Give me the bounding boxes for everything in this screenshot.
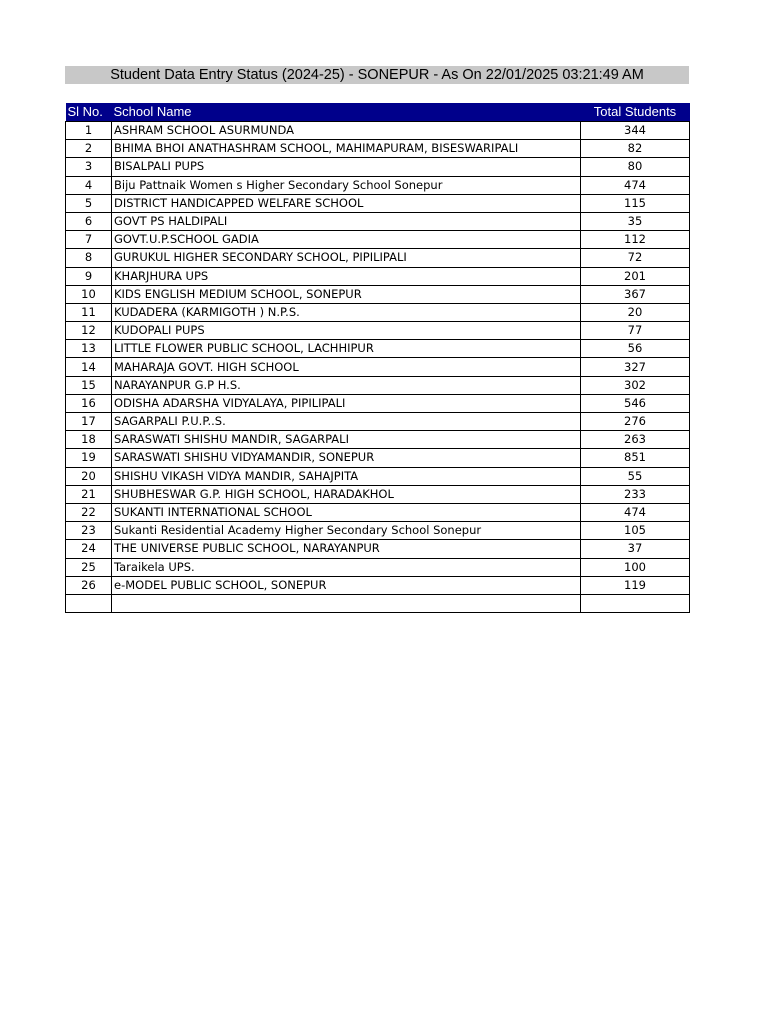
school-name-cell: KIDS ENGLISH MEDIUM SCHOOL, SONEPUR (112, 285, 581, 303)
total-students-cell: 851 (581, 449, 690, 467)
sl-cell: 22 (66, 503, 112, 521)
total-students-cell: 233 (581, 485, 690, 503)
table-row (66, 522, 690, 540)
table-row (66, 376, 690, 394)
school-name-cell: GOVT PS HALDIPALI (112, 212, 581, 230)
total-students-cell: 201 (581, 267, 690, 285)
school-name-cell: ODISHA ADARSHA VIDYALAYA, PIPILIPALI (112, 394, 581, 412)
table-row (66, 431, 690, 449)
table-row (66, 467, 690, 485)
sl-cell: 19 (66, 449, 112, 467)
sl-cell: 7 (66, 231, 112, 249)
sl-cell: 8 (66, 249, 112, 267)
sl-cell: 24 (66, 540, 112, 558)
table-row (66, 449, 690, 467)
total-students-cell: 55 (581, 467, 690, 485)
header-school-name: School Name (112, 103, 581, 122)
total-students-cell: 119 (581, 576, 690, 594)
table-row (66, 340, 690, 358)
school-name-cell: SARASWATI SHISHU MANDIR, SAGARPALI (112, 431, 581, 449)
sl-cell: 18 (66, 431, 112, 449)
table-row (66, 267, 690, 285)
total-students-cell: 105 (581, 522, 690, 540)
total-students-cell: 344 (581, 122, 690, 140)
total-students-cell: 367 (581, 285, 690, 303)
table-row (66, 285, 690, 303)
sl-cell: 17 (66, 413, 112, 431)
total-students-cell: 80 (581, 158, 690, 176)
school-name-cell: ASHRAM SCHOOL ASURMUNDA (112, 122, 581, 140)
school-name-cell: KUDADERA (KARMIGOTH ) N.P.S. (112, 303, 581, 321)
sl-cell: 12 (66, 322, 112, 340)
table-row (66, 303, 690, 321)
total-students-cell (581, 594, 690, 612)
school-name-cell: THE UNIVERSE PUBLIC SCHOOL, NARAYANPUR (112, 540, 581, 558)
school-name-cell (112, 594, 581, 612)
school-name-cell: Biju Pattnaik Women s Higher Secondary School Sonepur (112, 176, 581, 194)
school-name-cell: GOVT.U.P.SCHOOL GADIA (112, 231, 581, 249)
table-row (66, 558, 690, 576)
student-count-table (65, 103, 690, 613)
school-name-cell: Taraikela UPS. (112, 558, 581, 576)
sl-cell: 23 (66, 522, 112, 540)
school-name-cell: GURUKUL HIGHER SECONDARY SCHOOL, PIPILIPALI (112, 249, 581, 267)
sl-cell: 9 (66, 267, 112, 285)
total-students-cell: 37 (581, 540, 690, 558)
sl-cell: 2 (66, 140, 112, 158)
table-row (66, 212, 690, 230)
table-row (66, 122, 690, 140)
school-name-cell: LITTLE FLOWER PUBLIC SCHOOL, LACHHIPUR (112, 340, 581, 358)
total-students-cell: 302 (581, 376, 690, 394)
school-name-cell: SHUBHESWAR G.P. HIGH SCHOOL, HARADAKHOL (112, 485, 581, 503)
sl-cell: 11 (66, 303, 112, 321)
total-students-cell: 263 (581, 431, 690, 449)
total-students-cell: 112 (581, 231, 690, 249)
school-name-cell: e-MODEL PUBLIC SCHOOL, SONEPUR (112, 576, 581, 594)
total-students-cell: 77 (581, 322, 690, 340)
table-row (66, 231, 690, 249)
table-row (66, 322, 690, 340)
sl-cell: 5 (66, 194, 112, 212)
school-name-cell: KHARJHURA UPS (112, 267, 581, 285)
sl-cell: 15 (66, 376, 112, 394)
school-name-cell: SHISHU VIKASH VIDYA MANDIR, SAHAJPITA (112, 467, 581, 485)
total-students-cell: 115 (581, 194, 690, 212)
sl-cell: 3 (66, 158, 112, 176)
table-row (66, 576, 690, 594)
total-students-cell: 327 (581, 358, 690, 376)
school-name-cell: SAGARPALI P.U.P..S. (112, 413, 581, 431)
sl-cell: 4 (66, 176, 112, 194)
school-name-cell: KUDOPALI PUPS (112, 322, 581, 340)
table-row (66, 540, 690, 558)
total-students-cell: 20 (581, 303, 690, 321)
table-row (66, 140, 690, 158)
sl-cell: 20 (66, 467, 112, 485)
table-row (66, 485, 690, 503)
sl-cell (66, 594, 112, 612)
sl-cell: 10 (66, 285, 112, 303)
school-name-cell: BISALPALI PUPS (112, 158, 581, 176)
sl-cell: 16 (66, 394, 112, 412)
school-name-cell: BHIMA BHOI ANATHASHRAM SCHOOL, MAHIMAPURAM, BISESWARIPALI (112, 140, 581, 158)
table-row (66, 413, 690, 431)
sl-cell: 1 (66, 122, 112, 140)
table-row (66, 158, 690, 176)
total-students-cell: 474 (581, 176, 690, 194)
sl-cell: 26 (66, 576, 112, 594)
table-row (66, 594, 690, 612)
table-row (66, 503, 690, 521)
total-students-cell: 82 (581, 140, 690, 158)
total-students-cell: 546 (581, 394, 690, 412)
school-name-cell: NARAYANPUR G.P H.S. (112, 376, 581, 394)
sl-cell: 6 (66, 212, 112, 230)
table-header-row (66, 103, 690, 122)
school-name-cell: MAHARAJA GOVT. HIGH SCHOOL (112, 358, 581, 376)
total-students-cell: 474 (581, 503, 690, 521)
sl-cell: 14 (66, 358, 112, 376)
school-name-cell: SARASWATI SHISHU VIDYAMANDIR, SONEPUR (112, 449, 581, 467)
sl-cell: 13 (66, 340, 112, 358)
table-body (66, 122, 690, 613)
table-row (66, 176, 690, 194)
table-row (66, 394, 690, 412)
table-row (66, 249, 690, 267)
total-students-cell: 56 (581, 340, 690, 358)
header-sl-no: Sl No. (66, 103, 112, 122)
sl-cell: 25 (66, 558, 112, 576)
report-title: Student Data Entry Status (2024-25) - SONEPUR - As On 22/01/2025 03:21:49 AM (65, 66, 689, 84)
school-name-cell: Sukanti Residential Academy Higher Secondary School Sonepur (112, 522, 581, 540)
total-students-cell: 100 (581, 558, 690, 576)
table-row (66, 194, 690, 212)
school-name-cell: DISTRICT HANDICAPPED WELFARE SCHOOL (112, 194, 581, 212)
total-students-cell: 276 (581, 413, 690, 431)
sl-cell: 21 (66, 485, 112, 503)
school-name-cell: SUKANTI INTERNATIONAL SCHOOL (112, 503, 581, 521)
header-total-students: Total Students (581, 103, 690, 122)
total-students-cell: 35 (581, 212, 690, 230)
table-row (66, 358, 690, 376)
total-students-cell: 72 (581, 249, 690, 267)
